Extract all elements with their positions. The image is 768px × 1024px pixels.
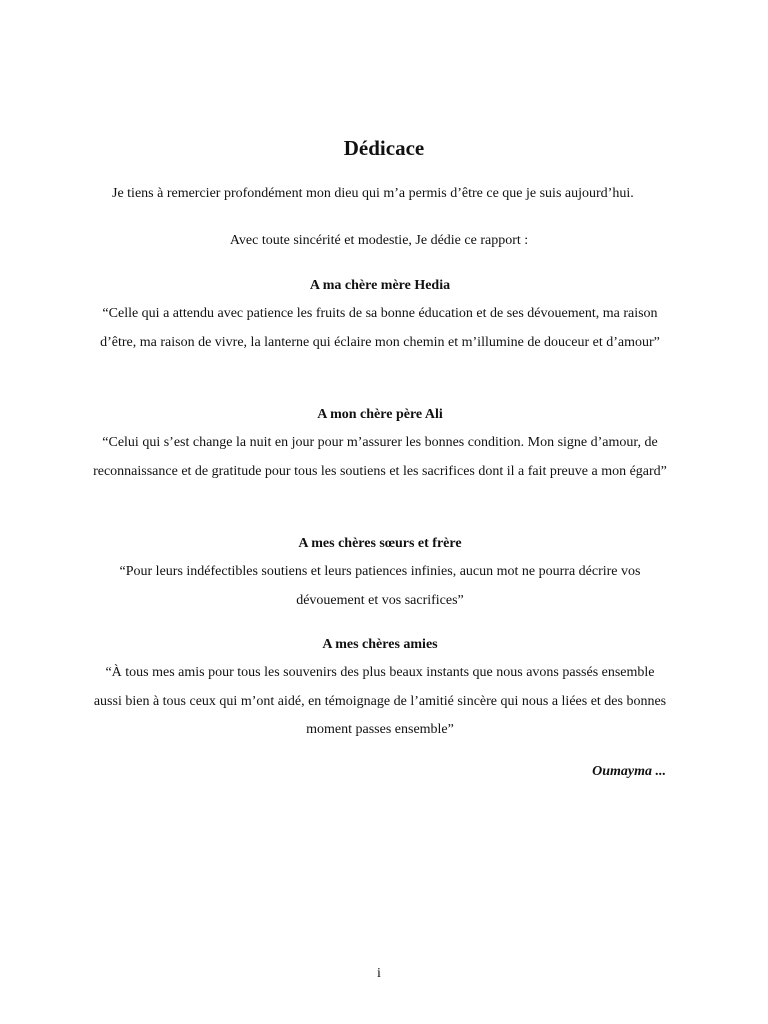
dedication-heading: A mes chères sœurs et frère (298, 536, 462, 551)
dedication-text: “Celui qui s’est change la nuit en jour pour m’assurer les bonnes condition. Mon signe d’amour, de reconnaissance et de gratitude pour tous les soutiens et les sacrifices dont il a fait preuve a mon égard” (93, 435, 667, 479)
page-title: Dédicace (343, 136, 425, 160)
signature: Oumayma ... (592, 764, 666, 779)
dedication-text: “À tous mes amis pour tous les souvenirs des plus beaux instants que nous avons passés ensemble aussi bien à tous ceux qui m’ont aidé, en témoignage de l’amitié sincère qui nous a liées et des bonnes moment passes ensemble” (93, 665, 667, 737)
page-number: i (377, 966, 381, 981)
dedication-text: “Pour leurs indéfectibles soutiens et leurs patiences infinies, aucun mot ne pourra décrire vos dévouement et vos sacrifices” (119, 564, 641, 608)
dedication-text: “Celle qui a attendu avec patience les fruits de sa bonne éducation et de ses dévouement, ma raison d’être, ma raison de vivre, la lanterne qui éclaire mon chemin et m’illumine de douceur et d’amour” (100, 306, 660, 350)
dedication-heading: A mon chère père Ali (317, 407, 443, 422)
dedication-heading: A ma chère mère Hedia (309, 278, 451, 293)
lead-paragraph: Avec toute sincérité et modestie, Je dédie ce rapport : (229, 233, 529, 248)
intro-paragraph: Je tiens à remercier profondément mon dieu qui m’a permis d’être ce que je suis aujourd’hui. (112, 186, 634, 201)
dedication-mother (90, 276, 670, 357)
dedication-heading: A mes chères amies (322, 637, 438, 652)
dedication-siblings (90, 534, 670, 615)
dedication-friends (90, 635, 670, 745)
dedication-father (90, 405, 670, 486)
